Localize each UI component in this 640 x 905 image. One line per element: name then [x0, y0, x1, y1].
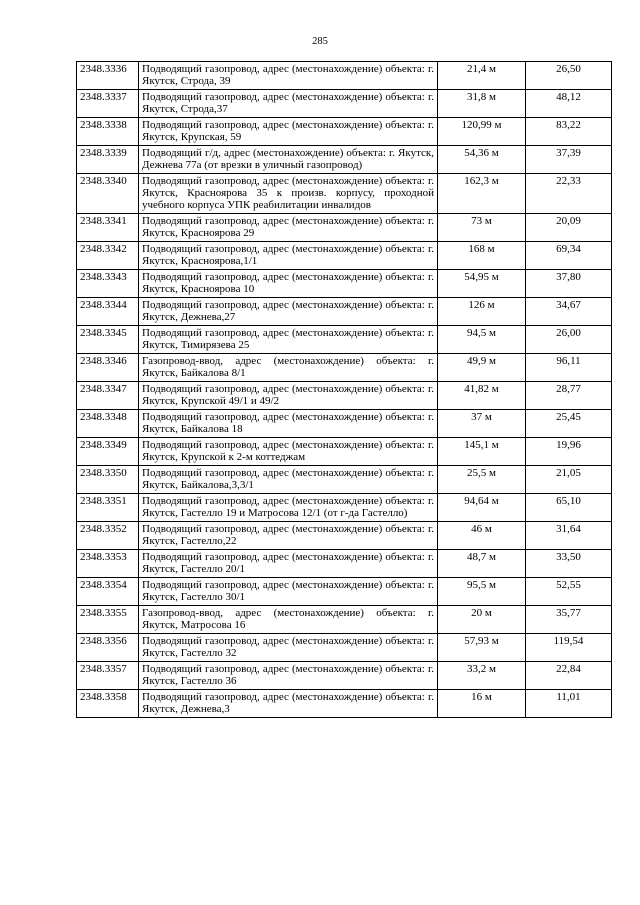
table-row	[77, 242, 612, 270]
value-cell: 28,77	[526, 382, 612, 410]
value-cell: 22,84	[526, 662, 612, 690]
length-cell: 33,2 м	[438, 662, 526, 690]
registry-number-cell: 2348.3355	[77, 606, 139, 634]
value-cell: 26,00	[526, 326, 612, 354]
registry-number-cell: 2348.3356	[77, 634, 139, 662]
object-description-cell: Подводящий газопровод, адрес (местонахождение) объекта: г. Якутск, Строда,37	[139, 90, 438, 118]
length-cell: 20 м	[438, 606, 526, 634]
object-description-cell: Подводящий газопровод, адрес (местонахождение) объекта: г. Якутск, Байкалова,3,3/1	[139, 466, 438, 494]
table-row	[77, 174, 612, 214]
registry-number-cell: 2348.3336	[77, 62, 139, 90]
length-cell: 57,93 м	[438, 634, 526, 662]
length-cell: 54,36 м	[438, 146, 526, 174]
object-description-cell: Подводящий газопровод, адрес (местонахождение) объекта: г. Якутск, Гастелло 36	[139, 662, 438, 690]
object-description-cell: Подводящий газопровод, адрес (местонахождение) объекта: г. Якутск, Красноярова,1/1	[139, 242, 438, 270]
value-cell: 20,09	[526, 214, 612, 242]
page-number: 285	[312, 36, 328, 47]
table-row	[77, 550, 612, 578]
registry-number-cell: 2348.3351	[77, 494, 139, 522]
object-description-cell: Подводящий газопровод, адрес (местонахождение) объекта: г. Якутск, Крупская, 59	[139, 118, 438, 146]
object-description-cell: Подводящий газопровод, адрес (местонахождение) объекта: г. Якутск, Красноярова 35 к произв. корпусу, проходной учебного корпуса УПК реабилитации инвалидов	[139, 174, 438, 214]
object-description-cell: Подводящий газопровод, адрес (местонахождение) объекта: г. Якутск, Гастелло 32	[139, 634, 438, 662]
length-cell: 120,99 м	[438, 118, 526, 146]
object-description-cell: Подводящий газопровод, адрес (местонахождение) объекта: г. Якутск, Красноярова 10	[139, 270, 438, 298]
registry-number-cell: 2348.3340	[77, 174, 139, 214]
registry-number-cell: 2348.3343	[77, 270, 139, 298]
object-description-cell: Подводящий газопровод, адрес (местонахождение) объекта: г. Якутск, Дежнева,27	[139, 298, 438, 326]
value-cell: 69,34	[526, 242, 612, 270]
registry-number-cell: 2348.3337	[77, 90, 139, 118]
value-cell: 25,45	[526, 410, 612, 438]
length-cell: 49,9 м	[438, 354, 526, 382]
length-cell: 126 м	[438, 298, 526, 326]
registry-number-cell: 2348.3342	[77, 242, 139, 270]
object-description-cell: Подводящий газопровод, адрес (местонахождение) объекта: г. Якутск, Гастелло 20/1	[139, 550, 438, 578]
table-row	[77, 522, 612, 550]
length-cell: 48,7 м	[438, 550, 526, 578]
length-cell: 95,5 м	[438, 578, 526, 606]
value-cell: 35,77	[526, 606, 612, 634]
table-row	[77, 690, 612, 718]
object-description-cell: Подводящий газопровод, адрес (местонахождение) объекта: г. Якутск, Гастелло 19 и Матросова 12/1 (от г-да Гастелло)	[139, 494, 438, 522]
registry-number-cell: 2348.3339	[77, 146, 139, 174]
length-cell: 41,82 м	[438, 382, 526, 410]
table-row	[77, 62, 612, 90]
object-description-cell: Подводящий газопровод, адрес (местонахождение) объекта: г. Якутск, Строда, 39	[139, 62, 438, 90]
object-description-cell: Подводящий газопровод, адрес (местонахождение) объекта: г. Якутск, Крупской 49/1 и 49/2	[139, 382, 438, 410]
length-cell: 94,64 м	[438, 494, 526, 522]
value-cell: 31,64	[526, 522, 612, 550]
registry-number-cell: 2348.3354	[77, 578, 139, 606]
registry-number-cell: 2348.3357	[77, 662, 139, 690]
length-cell: 94,5 м	[438, 326, 526, 354]
value-cell: 33,50	[526, 550, 612, 578]
length-cell: 46 м	[438, 522, 526, 550]
table-row	[77, 634, 612, 662]
value-cell: 65,10	[526, 494, 612, 522]
value-cell: 19,96	[526, 438, 612, 466]
table-row	[77, 494, 612, 522]
length-cell: 21,4 м	[438, 62, 526, 90]
length-cell: 162,3 м	[438, 174, 526, 214]
object-description-cell: Подводящий газопровод, адрес (местонахождение) объекта: г. Якутск, Красноярова 29	[139, 214, 438, 242]
table-row	[77, 326, 612, 354]
value-cell: 21,05	[526, 466, 612, 494]
table-row	[77, 438, 612, 466]
table-row	[77, 270, 612, 298]
length-cell: 25,5 м	[438, 466, 526, 494]
registry-number-cell: 2348.3350	[77, 466, 139, 494]
object-description-cell: Подводящий газопровод, адрес (местонахождение) объекта: г. Якутск, Гастелло 30/1	[139, 578, 438, 606]
object-description-cell: Газопровод-ввод, адрес (местонахождение) объекта: г. Якутск, Матросова 16	[139, 606, 438, 634]
value-cell: 48,12	[526, 90, 612, 118]
length-cell: 16 м	[438, 690, 526, 718]
value-cell: 52,55	[526, 578, 612, 606]
table-row	[77, 354, 612, 382]
registry-number-cell: 2348.3347	[77, 382, 139, 410]
value-cell: 22,33	[526, 174, 612, 214]
object-description-cell: Подводящий газопровод, адрес (местонахождение) объекта: г. Якутск, Байкалова 18	[139, 410, 438, 438]
length-cell: 73 м	[438, 214, 526, 242]
length-cell: 31,8 м	[438, 90, 526, 118]
table-row	[77, 90, 612, 118]
value-cell: 34,67	[526, 298, 612, 326]
registry-number-cell: 2348.3352	[77, 522, 139, 550]
registry-number-cell: 2348.3341	[77, 214, 139, 242]
registry-number-cell: 2348.3344	[77, 298, 139, 326]
registry-table	[76, 61, 612, 718]
registry-number-cell: 2348.3348	[77, 410, 139, 438]
table-row	[77, 410, 612, 438]
table-row	[77, 578, 612, 606]
table-row	[77, 606, 612, 634]
table-row	[77, 214, 612, 242]
table-row	[77, 382, 612, 410]
value-cell: 37,80	[526, 270, 612, 298]
table-row	[77, 662, 612, 690]
length-cell: 168 м	[438, 242, 526, 270]
value-cell: 11,01	[526, 690, 612, 718]
object-description-cell: Подводящий г/д, адрес (местонахождение) объекта: г. Якутск, Дежнева 77а (от врезки в уличный газопровод)	[139, 146, 438, 174]
registry-number-cell: 2348.3345	[77, 326, 139, 354]
object-description-cell: Подводящий газопровод, адрес (местонахождение) объекта: г. Якутск, Крупской к 2-м коттеджам	[139, 438, 438, 466]
registry-number-cell: 2348.3358	[77, 690, 139, 718]
value-cell: 37,39	[526, 146, 612, 174]
registry-number-cell: 2348.3349	[77, 438, 139, 466]
registry-number-cell: 2348.3338	[77, 118, 139, 146]
table-row	[77, 146, 612, 174]
length-cell: 54,95 м	[438, 270, 526, 298]
object-description-cell: Подводящий газопровод, адрес (местонахождение) объекта: г. Якутск, Тимирязева 25	[139, 326, 438, 354]
value-cell: 83,22	[526, 118, 612, 146]
registry-number-cell: 2348.3346	[77, 354, 139, 382]
value-cell: 119,54	[526, 634, 612, 662]
length-cell: 145,1 м	[438, 438, 526, 466]
registry-table-body	[77, 62, 612, 718]
value-cell: 26,50	[526, 62, 612, 90]
registry-number-cell: 2348.3353	[77, 550, 139, 578]
table-row	[77, 466, 612, 494]
object-description-cell: Газопровод-ввод, адрес (местонахождение) объекта: г. Якутск, Байкалова 8/1	[139, 354, 438, 382]
object-description-cell: Подводящий газопровод, адрес (местонахождение) объекта: г. Якутск, Дежнева,3	[139, 690, 438, 718]
length-cell: 37 м	[438, 410, 526, 438]
table-row	[77, 298, 612, 326]
table-row	[77, 118, 612, 146]
object-description-cell: Подводящий газопровод, адрес (местонахождение) объекта: г. Якутск, Гастелло,22	[139, 522, 438, 550]
value-cell: 96,11	[526, 354, 612, 382]
